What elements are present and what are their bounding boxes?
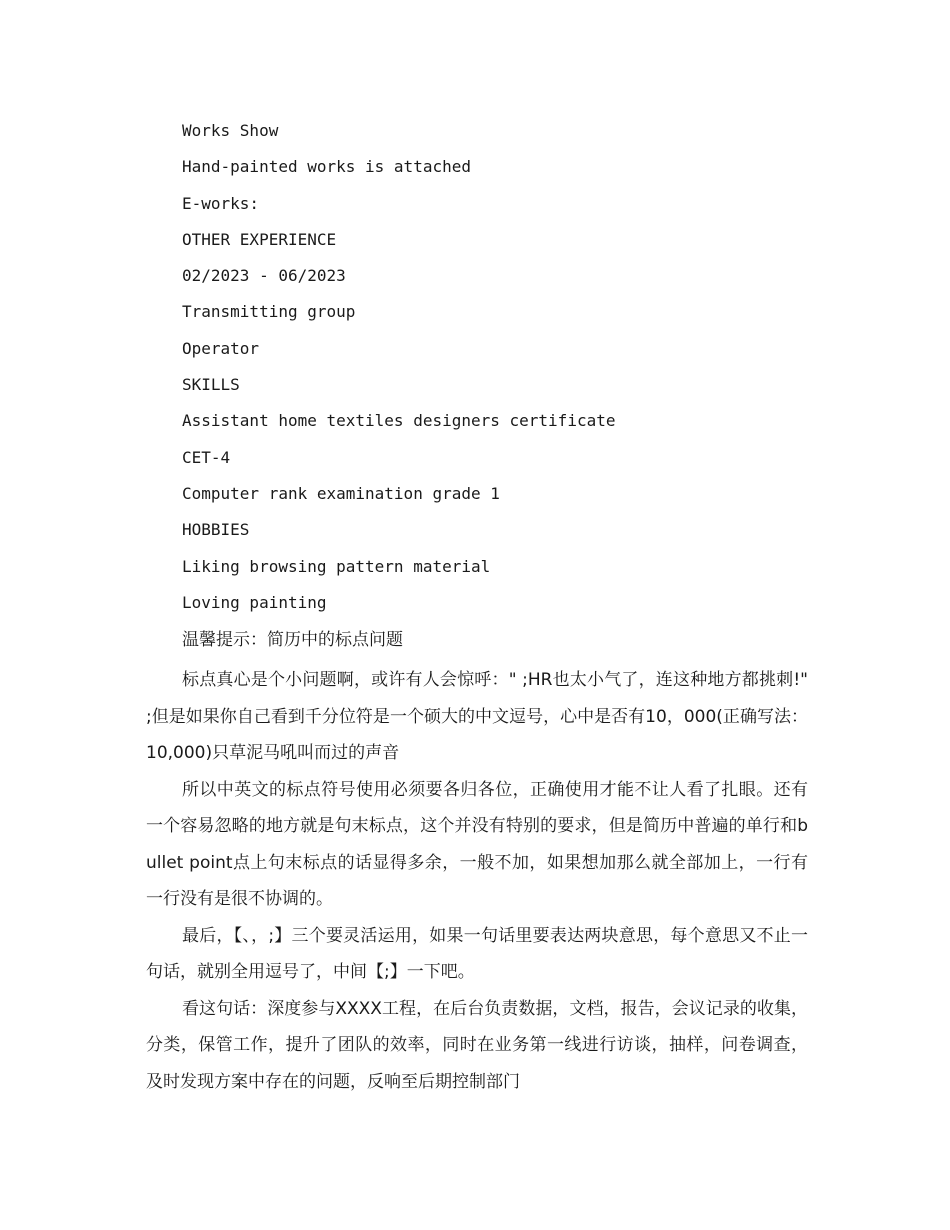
works-attached-text: Hand-painted works is attached (182, 157, 471, 177)
tips-paragraph: 最后，【、，;】三个要灵活运用，如果一句话里要表达两块意思，每个意思又不止一句话，就别全用逗号了，中间【;】一下吧。 (146, 925, 808, 982)
experience-group: Transmitting group (182, 302, 356, 322)
tips-paragraph: 所以中英文的标点符号使用必须要各归各位，正确使用才能不让人看了扎眼。还有一个容易忽略的地方就是句末标点，这个并没有特别的要求，但是简历中普遍的单行和bullet point点上句末标点的话显得多余，一般不加，如果想加那么就全部加上，一行有一行没有是很不协调的。 (146, 779, 808, 909)
skills-heading: SKILLS (182, 375, 240, 395)
other-experience-heading: OTHER EXPERIENCE (182, 229, 337, 249)
tips-section (146, 626, 808, 1100)
skill-item: Computer rank examination grade 1 (182, 483, 500, 503)
hobby-item: Loving painting (182, 592, 327, 612)
hobbies-heading: HOBBIES (182, 520, 250, 540)
hobby-item: Liking browsing pattern material (182, 556, 491, 576)
works-show-heading: Works Show (182, 121, 279, 140)
skill-item: CET-4 (182, 447, 231, 467)
tips-paragraph: 看这句话：深度参与XXXX工程，在后台负责数据，文档，报告，会议记录的收集，分类，保管工作，提升了团队的效率，同时在业务第一线进行访谈，抽样，问卷调查，及时发现方案中存在的问题，反响至后期控制部门 (146, 998, 808, 1092)
resume-section (182, 118, 822, 626)
e-works-label: E-works: (182, 193, 260, 213)
tips-paragraph: 标点真心是个小问题啊，或许有人会惊呼：" ;HR也太小气了，连这种地方都挑刺!" ;但是如果你自己看到千分位符是一个硕大的中文逗号，心中是否有10，000(正确写法：10,000)只草泥马吼叫而过的声音 (146, 670, 808, 763)
skill-item: Assistant home textiles designers certificate (182, 411, 616, 431)
tips-heading: 温馨提示：简历中的标点问题 (182, 630, 403, 650)
experience-role: Operator (182, 338, 260, 358)
experience-date-range: 02/2023 - 06/2023 (182, 266, 346, 286)
